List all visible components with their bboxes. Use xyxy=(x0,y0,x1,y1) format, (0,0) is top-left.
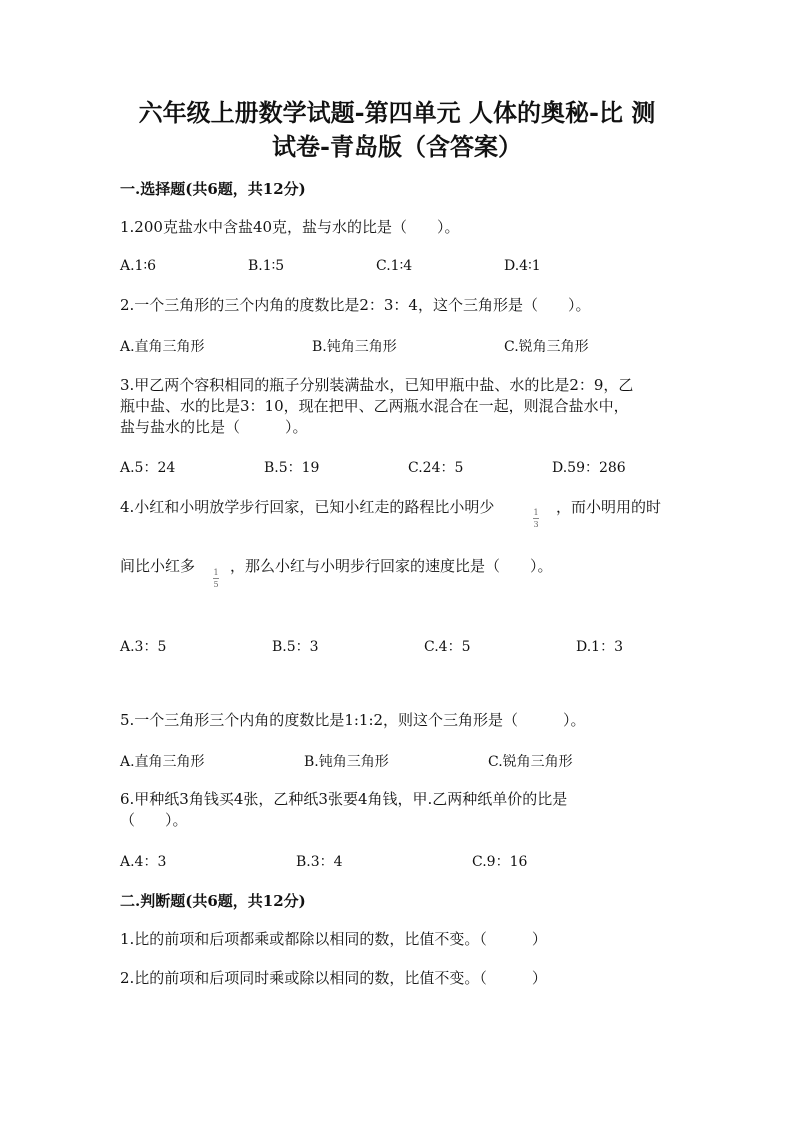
fraction-bar xyxy=(213,578,219,579)
q2-option-c: C.锐角三角形 xyxy=(504,339,589,355)
q5-option-b: B.钝角三角形 xyxy=(304,754,389,770)
q6-option-b: B.3：4 xyxy=(296,854,343,870)
question-2: 2.一个三角形的三个内角的度数比是2：3：4，这个三角形是（ ）。 xyxy=(120,296,591,314)
section-heading-choice: 一.选择题(共6题，共12分) xyxy=(120,180,306,198)
q6-option-c: C.9：16 xyxy=(472,854,528,870)
judgement-2: 2.比的前项和后项同时乘或除以相同的数，比值不变。（ ） xyxy=(120,969,547,987)
fraction-bar xyxy=(533,518,539,519)
question-4-part3: 间比小红多 xyxy=(120,557,196,575)
q4-option-b: B.5：3 xyxy=(272,639,319,655)
fraction-denominator: 5 xyxy=(213,580,219,589)
q2-option-b: B.钝角三角形 xyxy=(312,339,397,355)
q5-option-c: C.锐角三角形 xyxy=(488,754,573,770)
page-title-line1: 六年级上册数学试题-第四单元 人体的奥秘-比 测 xyxy=(138,98,656,127)
q1-option-c: C.1∶4 xyxy=(376,258,413,274)
question-6-line2: （ ）。 xyxy=(120,811,188,829)
q3-option-b: B.5：19 xyxy=(264,460,320,476)
q4-option-d: D.1：3 xyxy=(576,639,623,655)
q5-option-a: A.直角三角形 xyxy=(120,754,205,770)
q1-option-a: A.1∶6 xyxy=(120,258,157,274)
question-3-line2: 瓶中盐、水的比是3：10，现在把甲、乙两瓶水混合在一起，则混合盐水中， xyxy=(120,397,629,415)
q6-option-a: A.4：3 xyxy=(120,854,167,870)
q2-option-a: A.直角三角形 xyxy=(120,339,205,355)
fraction-one-third xyxy=(531,508,541,529)
question-6-line1: 6.甲种纸3角钱买4张，乙种纸3张要4角钱，甲.乙两种纸单价的比是 xyxy=(120,790,568,808)
question-3-line3: 盐与盐水的比是（ ）。 xyxy=(120,418,308,436)
q3-option-a: A.5：24 xyxy=(120,460,176,476)
question-3-line1: 3.甲乙两个容积相同的瓶子分别装满盐水，已知甲瓶中盐、水的比是2：9，乙 xyxy=(120,376,634,394)
q3-option-d: D.59：286 xyxy=(552,460,626,476)
q1-option-b: B.1∶5 xyxy=(248,258,285,274)
judgement-1: 1.比的前项和后项都乘或都除以相同的数，比值不变。（ ） xyxy=(120,930,547,948)
question-4-part2: ，而小明用的时 xyxy=(556,498,662,516)
fraction-one-fifth xyxy=(211,568,221,589)
fraction-numerator: 1 xyxy=(533,508,539,517)
q4-option-c: C.4：5 xyxy=(424,639,471,655)
question-1: 1.200克盐水中含盐40克，盐与水的比是（ ）。 xyxy=(120,218,460,236)
fraction-numerator: 1 xyxy=(213,568,219,577)
fraction-denominator: 3 xyxy=(533,520,539,529)
section-heading-judgement: 二.判断题(共6题，共12分) xyxy=(120,892,306,910)
question-5: 5.一个三角形三个内角的度数比是1:1:2，则这个三角形是（ ）。 xyxy=(120,711,586,729)
question-4-part1: 4.小红和小明放学步行回家，已知小红走的路程比小明少 xyxy=(120,498,495,516)
q4-option-a: A.3：5 xyxy=(120,639,167,655)
page-title-line2: 试卷-青岛版（含答案） xyxy=(272,132,522,161)
q1-option-d: D.4∶1 xyxy=(504,258,541,274)
q3-option-c: C.24：5 xyxy=(408,460,464,476)
question-4-part4: ，那么小红与小明步行回家的速度比是（ ）。 xyxy=(230,557,553,575)
